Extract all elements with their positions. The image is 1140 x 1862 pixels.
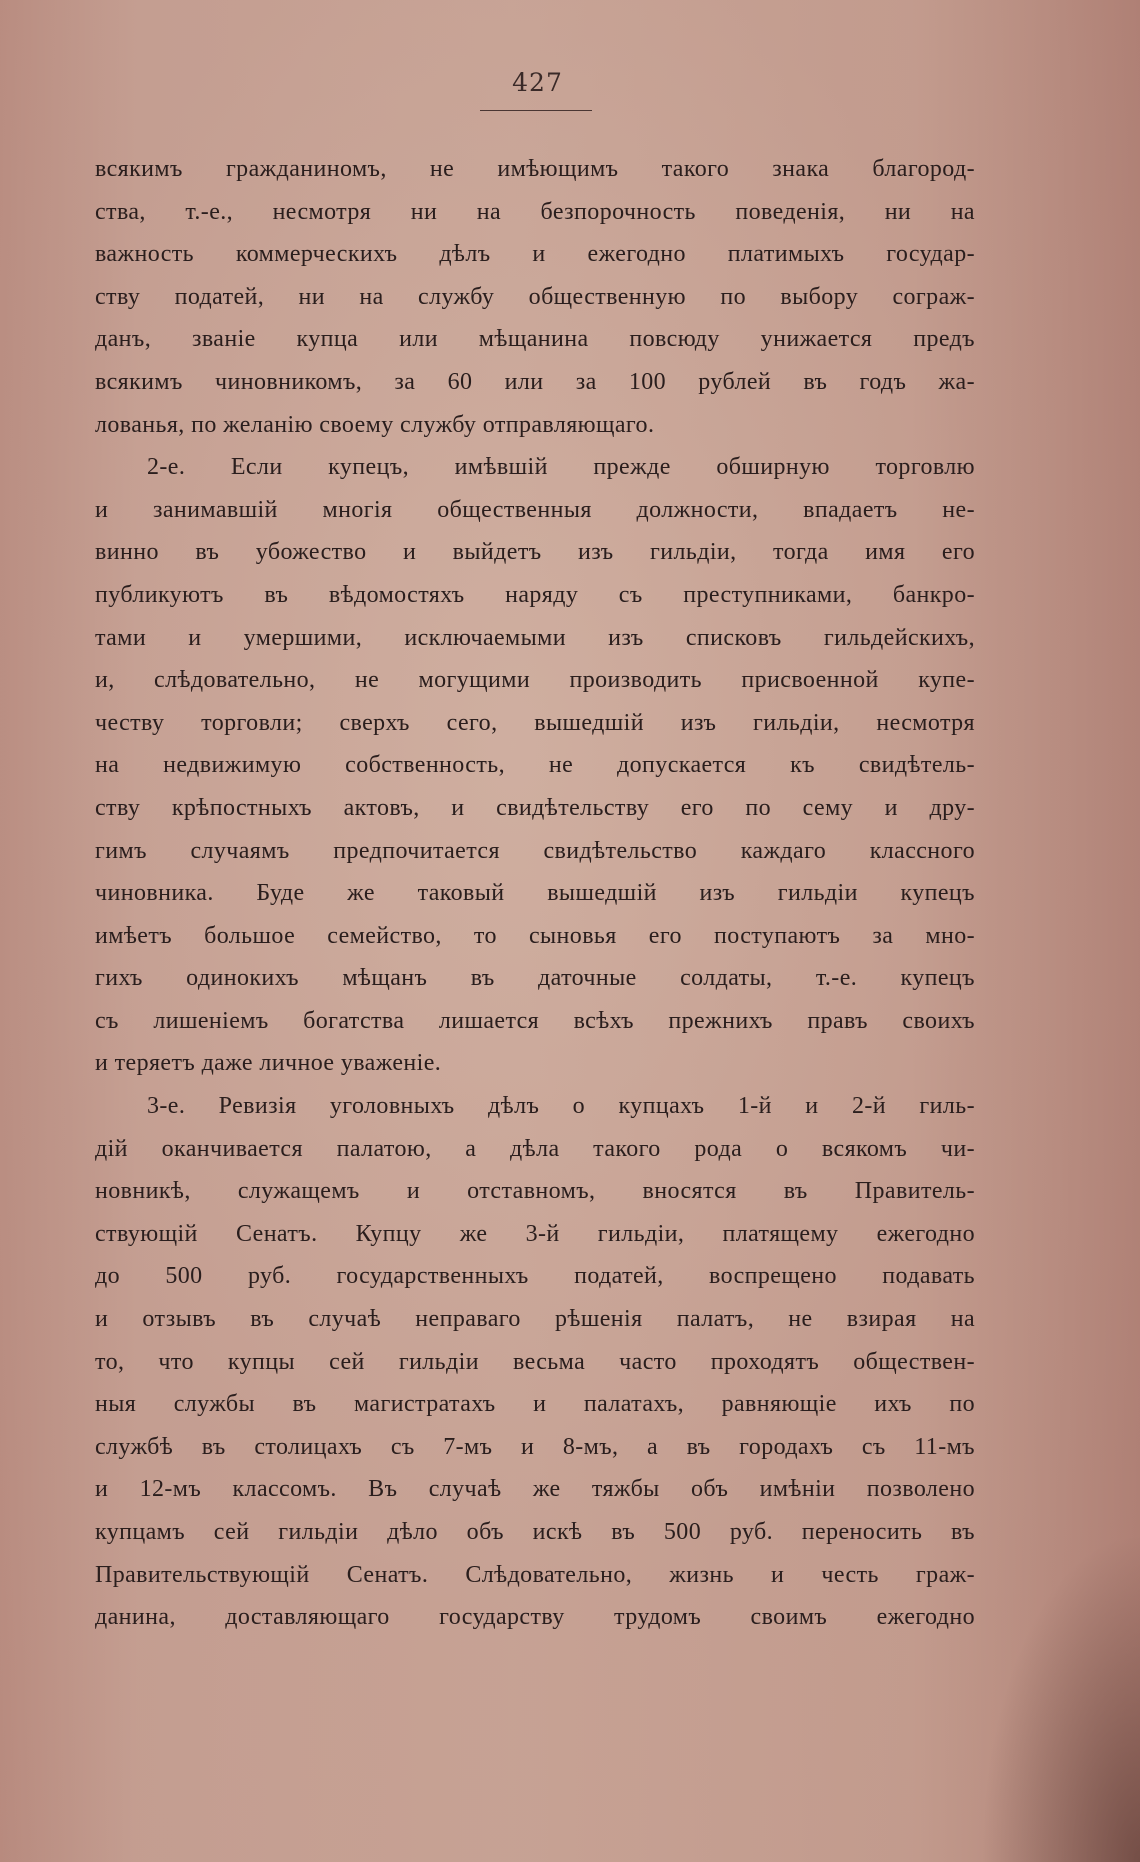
text-line: ства, т.-е., несмотря ни на безпорочность поведенія, ни на [95,198,975,225]
text-line: и 12-мъ классомъ. Въ случаѣ же тяжбы объ имѣніи позволено [95,1476,975,1503]
text-line: всякимъ чиновникомъ, за 60 или за 100 рублей въ годъ жа- [95,368,975,395]
text-line: и теряетъ даже личное уваженіе. [95,1050,442,1077]
text-line: новникѣ, служащемъ и отставномъ, вносятся въ Правитель- [95,1178,975,1205]
text-line: и занимавшій многія общественныя должности, впадаетъ не- [95,496,975,523]
text-line: и отзывъ въ случаѣ неправаго рѣшенія палатъ, не взирая на [95,1306,975,1333]
text-line: важность коммерческихъ дѣлъ и ежегодно платимыхъ государ- [95,241,975,268]
page-number: 427 [512,68,563,97]
text-line: гимъ случаямъ предпочитается свидѣтельство каждаго классного [95,837,975,864]
text-line: до 500 руб. государственныхъ податей, воспрещено подавать [95,1263,975,1290]
text-line: лованья, по желанію своему службу отправляющаго. [95,411,655,438]
text-line: ству податей, ни на службу общественную по выбору сограж- [95,283,975,310]
text-line: данъ, званіе купца или мѣщанина повсюду унижается предъ [95,326,975,353]
text-line: честву торговли; сверхъ сего, вышедшій изъ гильдіи, несмотря [95,709,975,736]
text-line: службѣ въ столицахъ съ 7-мъ и 8-мъ, а въ городахъ съ 11-мъ [95,1433,975,1460]
text-line: тами и умершими, исключаемыми изъ списковъ гильдейскихъ, [95,624,975,651]
text-line: то, что купцы сей гильдіи весьма часто проходятъ обществен- [95,1348,975,1375]
text-line: винно въ убожество и выйдетъ изъ гильдіи, тогда имя его [95,539,975,566]
text-line: 2-е. Если купецъ, имѣвшій прежде обширную торговлю [147,454,975,481]
text-line: Правительствующій Сенатъ. Слѣдовательно, жизнь и честь граж- [95,1561,975,1588]
text-line: публикуютъ въ вѣдомостяхъ наряду съ преступниками, банкро- [95,581,975,608]
page-number-rule [480,110,592,111]
body-text [95,148,975,1639]
text-line: ству крѣпостныхъ актовъ, и свидѣтельству его по сему и дру- [95,794,975,821]
text-line: ствующій Сенатъ. Купцу же 3-й гильдіи, платящему ежегодно [95,1220,975,1247]
text-line: 3-е. Ревизія уголовныхъ дѣлъ о купцахъ 1-й и 2-й гиль- [147,1093,975,1120]
text-line: ныя службы въ магистратахъ и палатахъ, равняющіе ихъ по [95,1391,975,1418]
text-line: купцамъ сей гильдіи дѣло объ искѣ въ 500 руб. переносить въ [95,1519,975,1545]
text-line: имѣетъ большое семейство, то сыновья его поступаютъ за мно- [95,922,975,949]
text-line: на недвижимую собственность, не допускается къ свидѣтель- [95,752,975,779]
text-line: всякимъ гражданиномъ, не имѣющимъ такого знака благород- [95,156,975,182]
text-line: данина, доставляющаго государству трудомъ своимъ ежегодно [95,1604,975,1631]
text-line: гихъ одинокихъ мѣщанъ въ даточные солдаты, т.-е. купецъ [95,965,975,992]
text-line: чиновника. Буде же таковый вышедшій изъ гильдіи купецъ [95,880,975,907]
text-line: и, слѣдовательно, не могущими производить присвоенной купе- [95,667,975,694]
text-line: съ лишеніемъ богатства лишается всѣхъ прежнихъ правъ своихъ [95,1007,975,1034]
text-line: дій оканчивается палатою, а дѣла такого рода о всякомъ чи- [95,1135,975,1162]
